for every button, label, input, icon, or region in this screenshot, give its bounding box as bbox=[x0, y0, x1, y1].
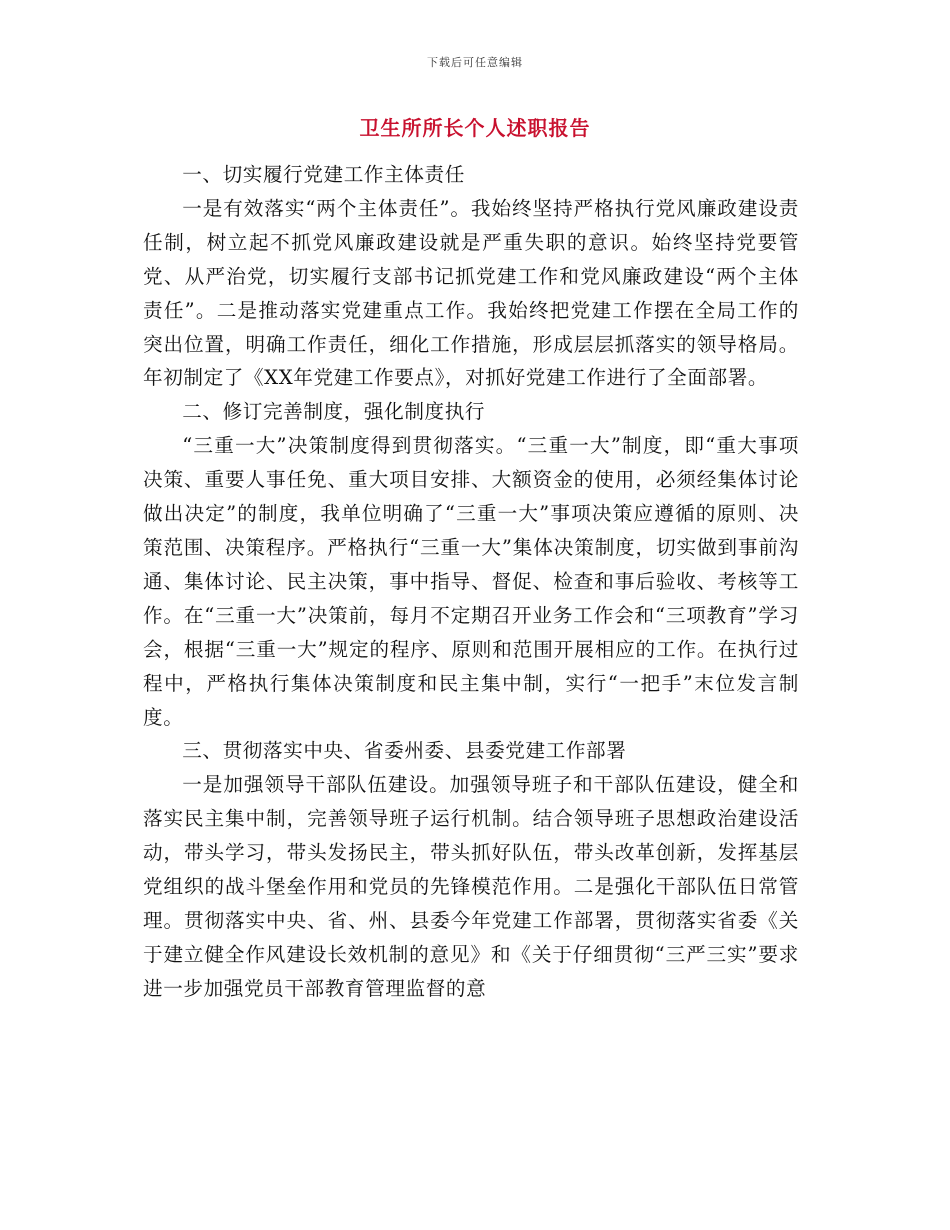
paragraph-1: 一是有效落实“两个主体责任”。我始终坚持严格执行党风廉政建设责任制，树立起不抓党风廉政建设就是严重失职的意识。始终坚持党要管党、从严治党，切实履行支部书记抓党建工作和党风廉政建设“两个主体责任”。二是推动落实党建重点工作。我始终把党建工作摆在全局工作的突出位置，明确工作责任，细化工作措施，形成层层抓落实的领导格局。年初制定了《XX年党建工作要点》，对抓好党建工作进行了全面部署。 bbox=[143, 196, 799, 390]
section-heading-3: 三、贯彻落实中央、省委州委、县委党建工作部署 bbox=[182, 739, 627, 763]
section-heading-1: 一、切实履行党建工作主体责任 bbox=[182, 163, 465, 186]
paragraph-2: “三重一大”决策制度得到贯彻落实。“三重一大”制度，即“重大事项决策、重要人事任免、重大项目安排、大额资金的使用，必须经集体讨论做出决定”的制度，我单位明确了“三重一大”事项决策应遵循的原则、决策范围、决策程序。严格执行“三重一大”集体决策制度，切实做到事前沟通、集体讨论、民主决策，事中指导、督促、检查和事后验收、考核等工作。在“三重一大”决策前，每月不定期召开业务工作会和“三项教育”学习会，根据“三重一大”规定的程序、原则和范围开展相应的工作。在执行过程中，严格执行集体决策制度和民主集中制，实行“一把手”末位发言制度。 bbox=[143, 434, 799, 729]
section-heading-2: 二、修订完善制度，强化制度执行 bbox=[182, 400, 486, 424]
paragraph-3: 一是加强领导干部队伍建设。加强领导班子和干部队伍建设，健全和落实民主集中制，完善领导班子运行机制。结合领导班子思想政治建设活动，带头学习，带头发扬民主，带头抓好队伍，带头改革创新，发挥基层党组织的战斗堡垒作用和党员的先锋模范作用。二是强化干部队伍日常管理。贯彻落实中央、省、州、县委今年党建工作部署，贯彻落实省委《关于建立健全作风建设长效机制的意见》和《关于仔细贯彻“三严三实”要求进一步加强党员干部教育管理监督的意 bbox=[143, 773, 799, 1000]
document-body bbox=[143, 158, 799, 1006]
header-note: 下载后可任意编辑 bbox=[427, 56, 523, 69]
document-title: 卫生所所长个人述职报告 bbox=[359, 116, 591, 140]
